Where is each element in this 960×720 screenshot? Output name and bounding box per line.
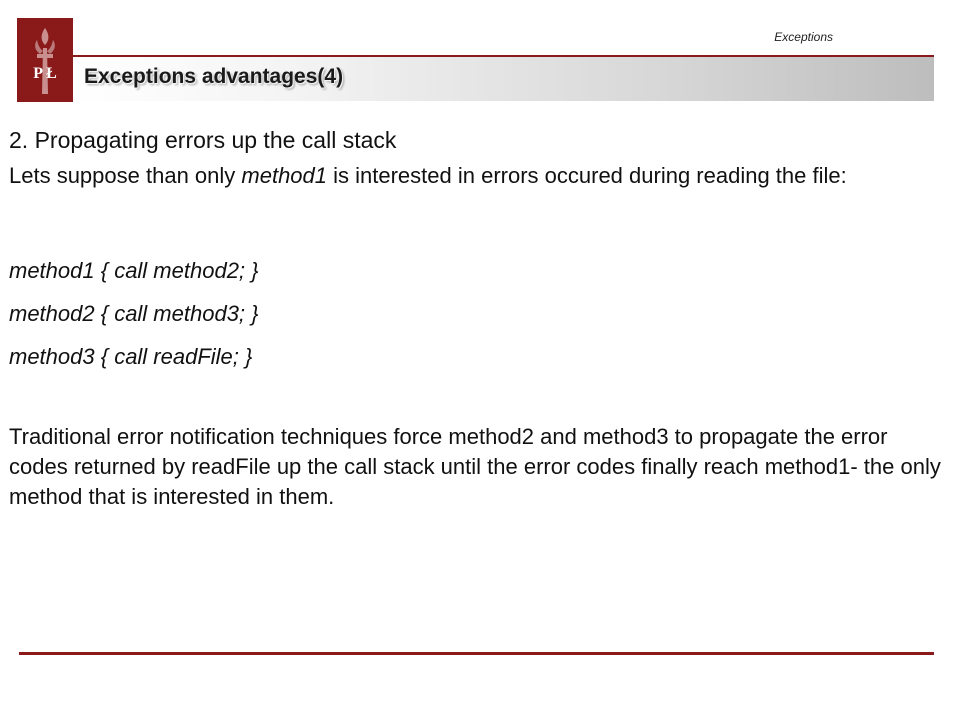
code-line: method2 { call method3; } — [9, 301, 259, 326]
intro-text-end: is interested in errors occured during reading the file: — [327, 163, 847, 188]
section-label: Exceptions — [774, 30, 833, 44]
slide-title: Exceptions advantages(4) — [84, 65, 344, 88]
torch-emblem-icon — [17, 18, 73, 102]
code-line: method1 { call method2; } — [9, 258, 259, 283]
intro-emphasis: method1 — [241, 163, 328, 188]
title-bar — [73, 57, 934, 101]
intro-text-start: Lets suppose than only — [9, 163, 242, 188]
logo-monogram: P Ł — [33, 65, 57, 82]
footer-divider — [19, 652, 934, 655]
intro-text — [9, 161, 944, 191]
section-subheading: 2. Propagating errors up the call stack — [9, 127, 397, 153]
explanation-paragraph: Traditional error notification techniques force method2 and method3 to propagate the error codes returned by readFile up the call stack until the error codes finally reach method1- the only method that is interested in them. — [9, 424, 941, 509]
code-line: method3 { call readFile; } — [9, 344, 253, 369]
code-list — [9, 249, 944, 378]
slide-content — [9, 124, 944, 512]
university-logo — [17, 18, 73, 102]
